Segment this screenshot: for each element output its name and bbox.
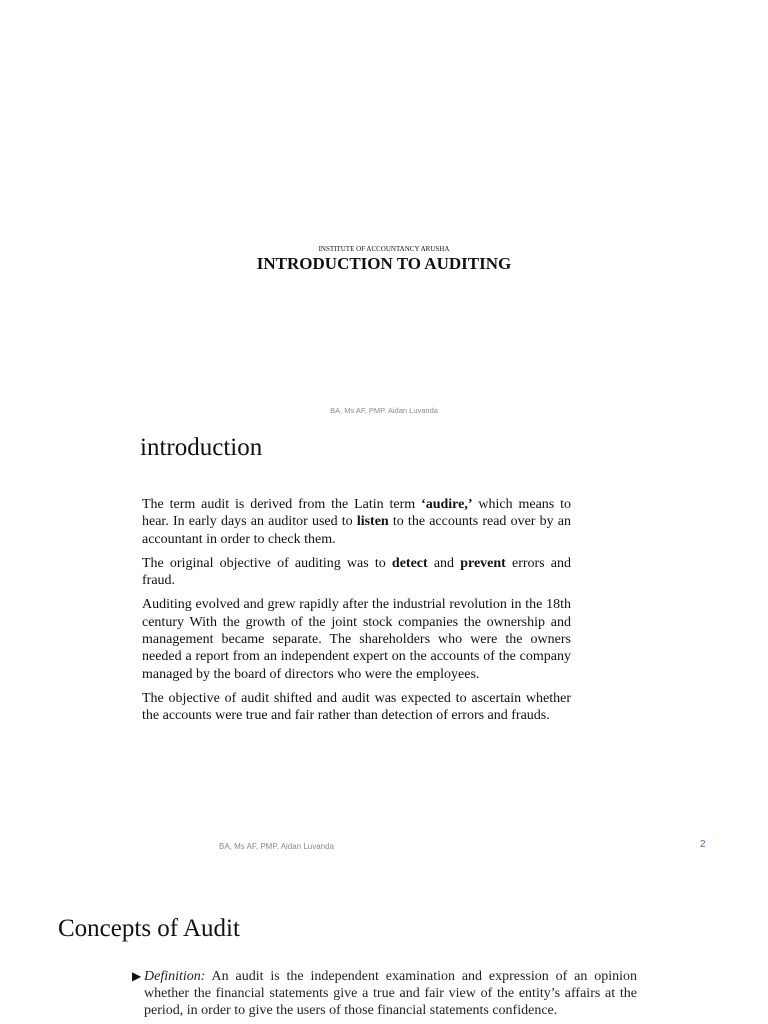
text-run: errors and fraud. [142,555,571,589]
text-run: to the accounts read over by an accountant in order to check them. [142,514,571,547]
triangle-bullet-icon: ▶ [132,969,142,983]
bold-term-detect: detect [391,555,428,571]
paragraph-etymology [142,496,571,548]
text-run: which means to hear. In early days an auditor used to [142,497,572,530]
text-run: The original objective of auditing was to [142,555,392,571]
paragraph-objective-shift: The objective of audit shifted and audit was expected to ascertain whether the accounts were true and fair rather than detection of errors and frauds. [142,690,571,724]
title-author: BA, Ms AF, PMP. Aidan Luvanda [330,406,438,415]
concepts-heading: Concepts of Audit [58,915,240,942]
definition-block [132,968,637,1020]
footer-author: BA, Ms AF, PMP. Aidan Luvanda [219,842,335,851]
bold-term-prevent: prevent [460,555,506,571]
document-title: INTRODUCTION TO AUDITING [256,254,512,273]
institute-name: INSTITUTE OF ACCOUNTANCY ARUSHA [318,245,450,253]
introduction-heading: introduction [140,434,263,461]
paragraph-evolution: Auditing evolved and grew rapidly after the industrial revolution in the 18th century With the growth of the joint stock companies the ownership and management became separate. The shareholders who were the owners needed a report from an independent expert on the accounts of the company managed by the board of directors who were the employees. [142,597,571,682]
text-run: and [427,555,461,571]
paragraph-objective [142,555,571,590]
text-run: The term audit is derived from the Latin term [142,497,422,512]
introduction-body [142,496,571,732]
definition-label: Definition: [144,969,206,984]
bold-term-listen: listen [356,514,389,530]
definition-text [144,968,637,1020]
page-number: 2 [700,839,706,850]
definition-row [132,968,637,1020]
bold-term-audire: ‘audire,’ [421,497,473,512]
definition-body: An audit is the independent examination and expression of an opinion whether the financial statements give a true and fair view of the entity’s affairs at the period, in order to give the users of those financial statements confidence. [144,969,637,1019]
